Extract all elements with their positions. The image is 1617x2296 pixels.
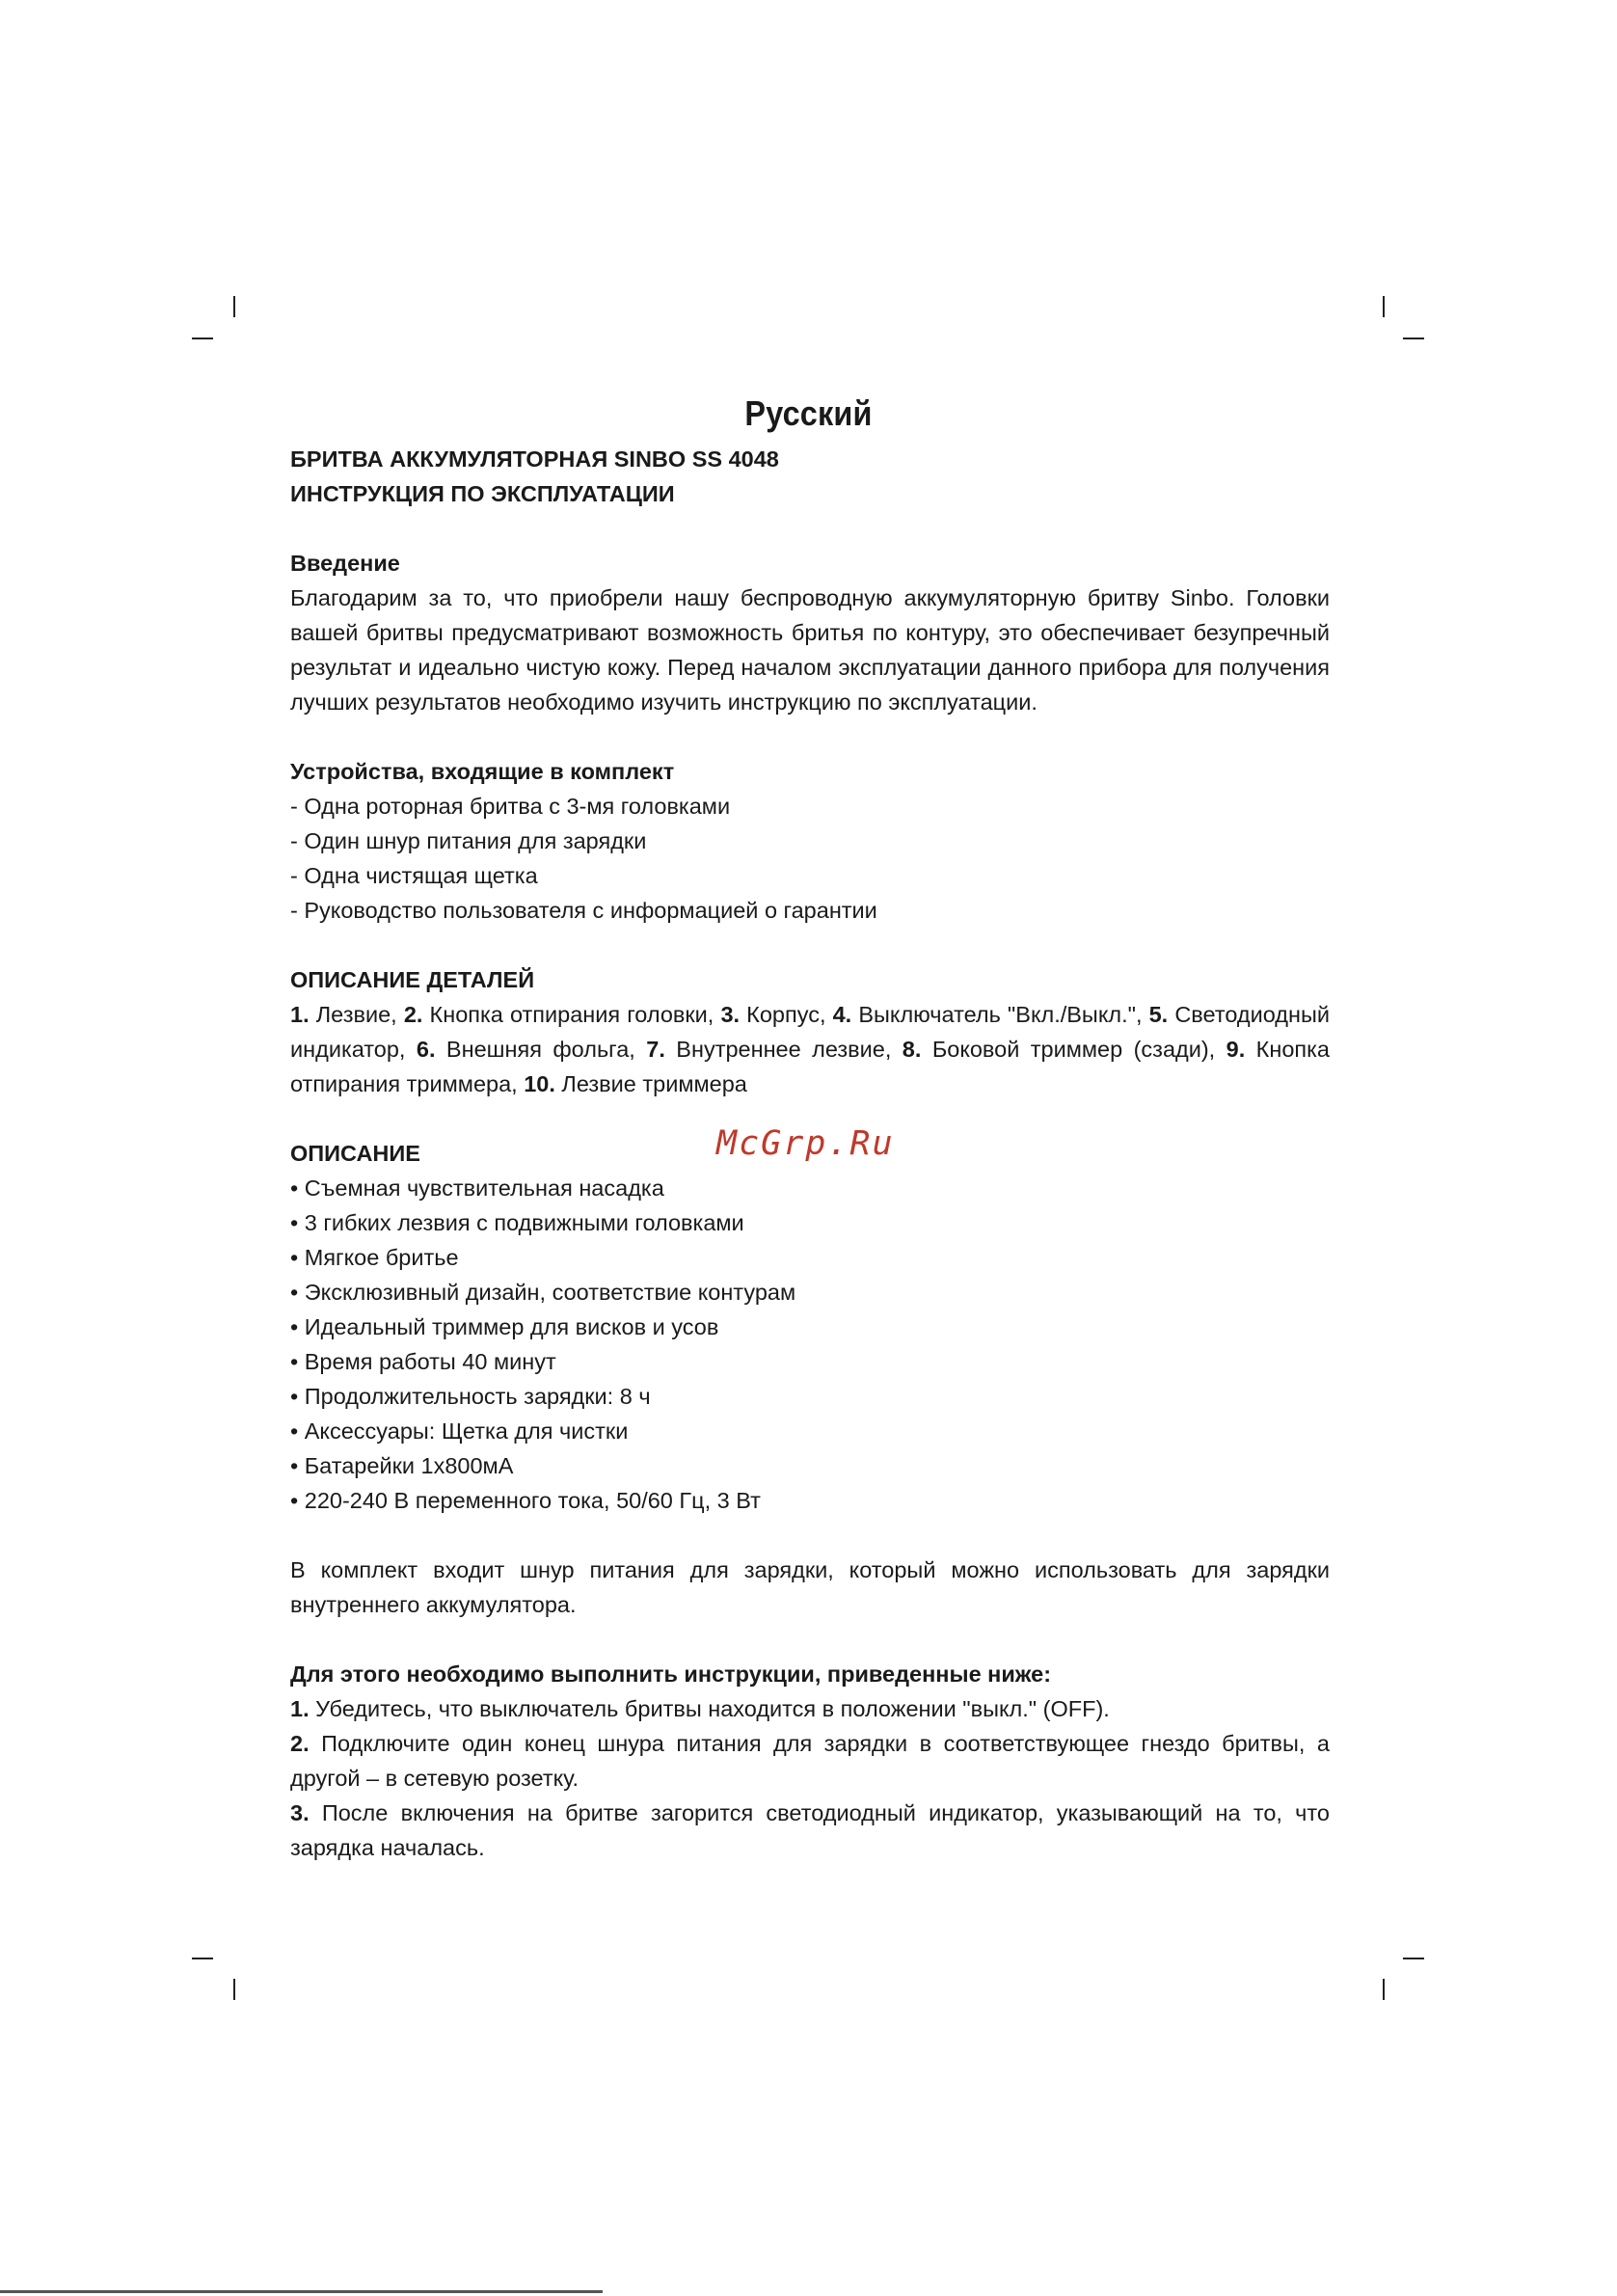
step-text: Подключите один конец шнура питания для зарядки в соответствующее гнездо бритвы, а другой – в сетевую розетку. (290, 1731, 1330, 1791)
step-item (290, 1691, 1330, 1726)
doc-title-2: ИНСТРУКЦИЯ ПО ЭКСПЛУАТАЦИИ (290, 481, 675, 506)
part-number: 2. (403, 1002, 423, 1027)
list-item: • 220-240 В переменного тока, 50/60 Гц, 3 Вт (290, 1488, 761, 1513)
crop-mark (1403, 1958, 1424, 1959)
intro-heading: Введение (290, 551, 400, 576)
step-number: 3. (290, 1800, 310, 1825)
part-name: Выключатель "Вкл./Выкл.", (851, 1002, 1149, 1027)
part-number: 9. (1226, 1037, 1246, 1062)
steps-heading: Для этого необходимо выполнить инструкции, приведенные ниже: (290, 1661, 1052, 1687)
part-name: Лезвие триммера (554, 1071, 747, 1096)
part-number: 5. (1148, 1002, 1169, 1027)
part-number: 3. (720, 1002, 741, 1027)
list-item: • Эксклюзивный дизайн, соответствие контурам (290, 1280, 796, 1305)
step-text: Убедитесь, что выключатель бритвы находится в положении "выкл." (OFF). (309, 1696, 1110, 1721)
part-number: 4. (832, 1002, 852, 1027)
part-name: Внешняя фольга, (435, 1037, 647, 1062)
list-item: - Один шнур питания для зарядки (290, 828, 647, 853)
list-item: • Мягкое бритье (290, 1245, 459, 1270)
part-name: Кнопка отпирания головки, (422, 1002, 721, 1027)
description-heading: ОПИСАНИЕ (290, 1141, 420, 1166)
crop-mark (233, 296, 235, 317)
crop-mark (192, 1958, 213, 1959)
intro-text: Благодарим за то, что приобрели нашу беспроводную аккумуляторную бритву Sinbo. Головки вашей бритвы предусматривают возможность бритья по контуру, это обеспечивает безупречный результат и идеально чистую кожу. Перед началом эксплуатации данного прибора для получения лучших результатов необходимо изучить инструкцию по эксплуатации. (290, 585, 1330, 715)
step-text: После включения на бритве загорится светодиодный индикатор, указывающий на то, что зарядка началась. (290, 1800, 1330, 1860)
part-name: Внутреннее лезвие, (664, 1037, 903, 1062)
part-number: 10. (524, 1071, 555, 1096)
list-item: • Время работы 40 минут (290, 1349, 556, 1374)
list-item: • Батарейки 1x800мА (290, 1453, 514, 1478)
part-number: 1. (290, 1002, 310, 1027)
page-edge-line (0, 2290, 603, 2293)
step-item (290, 1726, 1330, 1796)
language-title: Русский (744, 393, 873, 433)
list-item: • Съемная чувствительная насадка (290, 1175, 664, 1201)
part-name: Светодиодный индикатор, (290, 1002, 1330, 1062)
parts-list (290, 997, 1330, 1101)
part-name: Лезвие, (309, 1002, 404, 1027)
doc-title-1: БРИТВА АККУМУЛЯТОРНАЯ SINBO SS 4048 (290, 446, 779, 472)
part-number: 8. (902, 1037, 922, 1062)
document-body (290, 442, 1330, 1865)
part-number: 6. (416, 1037, 436, 1062)
crop-mark (1383, 296, 1385, 317)
parts-heading: ОПИСАНИЕ ДЕТАЛЕЙ (290, 967, 535, 992)
step-item (290, 1796, 1330, 1865)
watermark: McGrp.Ru (716, 1124, 895, 1163)
crop-mark (1383, 1979, 1385, 2000)
crop-mark (233, 1979, 235, 2000)
kit-heading: Устройства, входящие в комплект (290, 759, 675, 784)
step-number: 1. (290, 1696, 310, 1721)
list-item: • Продолжительность зарядки: 8 ч (290, 1384, 651, 1409)
charging-note: В комплект входит шнур питания для зарядки, который можно использовать для зарядки внутреннего аккумулятора. (290, 1557, 1330, 1617)
step-number: 2. (290, 1731, 310, 1756)
list-item: - Одна чистящая щетка (290, 863, 538, 888)
list-item: - Руководство пользователя с информацией о гарантии (290, 898, 877, 923)
part-number: 7. (646, 1037, 665, 1062)
crop-mark (1403, 338, 1424, 339)
part-name: Кнопка отпирания триммера, (290, 1037, 1330, 1096)
list-item: • Идеальный триммер для висков и усов (290, 1314, 719, 1339)
list-item: - Одна роторная бритва с 3-мя головками (290, 794, 731, 819)
list-item: • 3 гибких лезвия с подвижными головками (290, 1210, 744, 1235)
part-name: Боковой триммер (сзади), (921, 1037, 1226, 1062)
list-item: • Аксессуары: Щетка для чистки (290, 1418, 629, 1444)
crop-mark (192, 338, 213, 339)
part-name: Корпус, (740, 1002, 833, 1027)
